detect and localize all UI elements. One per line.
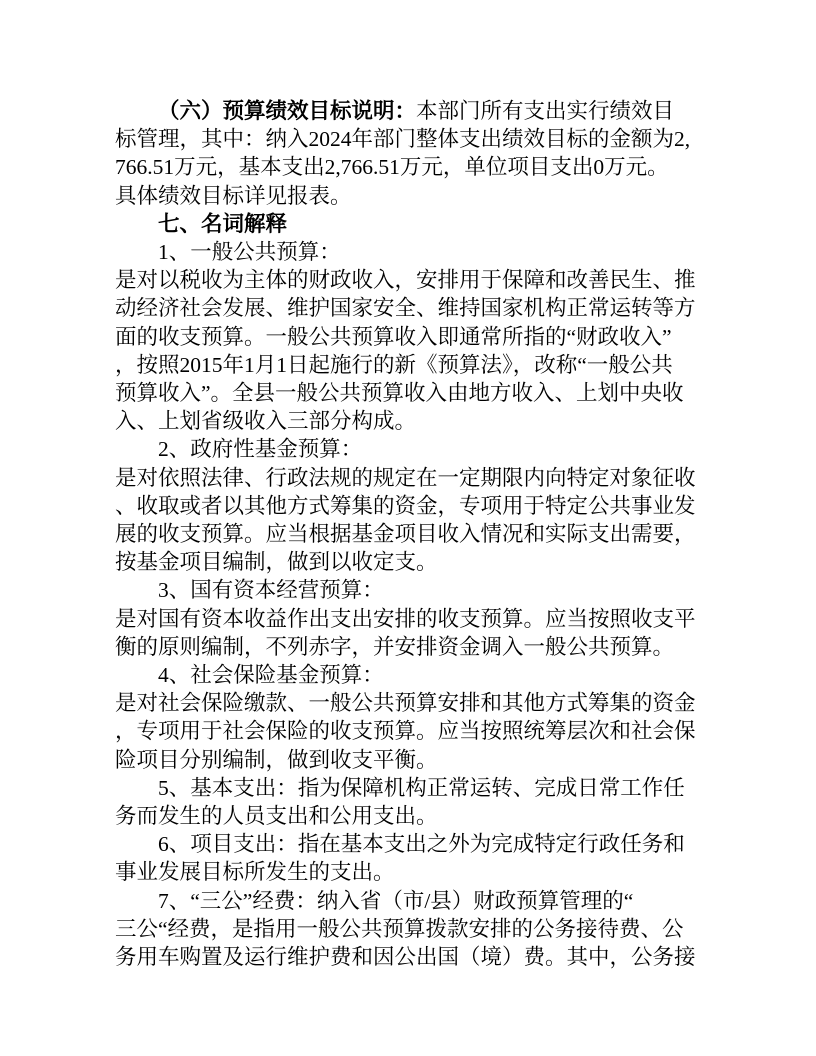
text-line bbox=[115, 294, 705, 322]
text-line bbox=[115, 351, 705, 379]
text-run: 展的收支预算。应当根据基金项目收入情况和实际支出需要， bbox=[115, 522, 696, 547]
text-run: 动经济社会发展、维护国家安全、维持国家机构正常运转等方 bbox=[115, 296, 696, 321]
text-run: 务用车购置及运行维护费和因公出国（境）费。其中，公务接 bbox=[115, 945, 696, 970]
text-line bbox=[115, 943, 705, 971]
text-run: 按基金项目编制，做到以收定支。 bbox=[115, 550, 438, 575]
text-run: 1、一般公共预算： bbox=[158, 240, 341, 265]
text-line bbox=[115, 379, 705, 407]
text-line bbox=[115, 858, 705, 886]
text-run: 4、社会保险基金预算： bbox=[158, 663, 384, 688]
text-line bbox=[115, 548, 705, 576]
text-run: 三公“经费，是指用一般公共预算拨款安排的公务接待费、公 bbox=[115, 916, 684, 941]
text-run: 本部门所有支出实行绩效目 bbox=[416, 99, 675, 123]
document-text-block bbox=[115, 97, 705, 971]
text-line bbox=[115, 830, 705, 858]
text-line bbox=[115, 915, 705, 943]
text-run: 7、“三公”经费：纳入省（市/县）财政预算管理的“ bbox=[158, 888, 634, 913]
text-run: 具体绩效目标详见报表。 bbox=[115, 183, 352, 208]
text-line bbox=[115, 576, 705, 604]
text-line bbox=[115, 605, 705, 633]
text-line bbox=[115, 182, 705, 210]
bold-text-run: （六）预算绩效目标说明： bbox=[158, 99, 417, 123]
text-run: 务而发生的人员支出和公用支出。 bbox=[115, 804, 438, 829]
text-run: 险项目分别编制，做到收支平衡。 bbox=[115, 747, 438, 772]
text-run: 是对社会保险缴款、一般公共预算安排和其他方式筹集的资金 bbox=[115, 691, 696, 716]
text-line bbox=[115, 210, 705, 238]
text-run: ，按照2015年1月1日起施行的新《预算法》，改称“一般公共 bbox=[115, 352, 673, 377]
text-line bbox=[115, 238, 705, 266]
text-run: 6、项目支出：指在基本支出之外为完成特定行政任务和 bbox=[158, 832, 685, 857]
text-line bbox=[115, 464, 705, 492]
text-line bbox=[115, 887, 705, 915]
text-run: 标管理，其中：纳入2024年部门整体支出绩效目标的金额为2, bbox=[115, 127, 691, 152]
text-line bbox=[115, 153, 705, 181]
text-line bbox=[115, 633, 705, 661]
text-line bbox=[115, 435, 705, 463]
text-line bbox=[115, 802, 705, 830]
text-run: 是对国有资本收益作出支出安排的收支预算。应当按照收支平 bbox=[115, 606, 696, 631]
text-line bbox=[115, 520, 705, 548]
text-run: ，专项用于社会保险的收支预算。应当按照统筹层次和社会保 bbox=[115, 719, 696, 744]
text-line bbox=[115, 717, 705, 745]
text-run: 预算收入”。全县一般公共预算收入由地方收入、上划中央收 bbox=[115, 381, 684, 406]
text-run: 事业发展目标所发生的支出。 bbox=[115, 860, 395, 885]
text-run: 766.51万元，基本支出2,766.51万元，单位项目支出0万元。 bbox=[115, 155, 669, 180]
text-line bbox=[115, 689, 705, 717]
text-run: 衡的原则编制，不列赤字，并安排资金调入一般公共预算。 bbox=[115, 634, 675, 659]
text-run: 面的收支预算。一般公共预算收入即通常所指的“财政收入” bbox=[115, 324, 672, 349]
text-run: 、收取或者以其他方式筹集的资金，专项用于特定公共事业发 bbox=[115, 493, 696, 518]
text-run: 入、上划省级收入三部分构成。 bbox=[115, 409, 417, 434]
text-line bbox=[115, 774, 705, 802]
text-line bbox=[115, 492, 705, 520]
bold-text-run: 七、名词解释 bbox=[158, 211, 288, 236]
text-line bbox=[115, 266, 705, 294]
text-run: 是对以税收为主体的财政收入，安排用于保障和改善民生、推 bbox=[115, 268, 696, 293]
text-run: 3、国有资本经营预算： bbox=[158, 578, 384, 603]
text-run: 是对依照法律、行政法规的规定在一定期限内向特定对象征收 bbox=[115, 465, 696, 490]
text-run: 5、基本支出：指为保障机构正常运转、完成日常工作任 bbox=[158, 775, 685, 800]
text-line bbox=[115, 323, 705, 351]
text-line bbox=[115, 661, 705, 689]
text-line bbox=[115, 746, 705, 774]
text-line bbox=[115, 125, 705, 153]
text-line bbox=[115, 97, 705, 125]
text-run: 2、政府性基金预算： bbox=[158, 437, 363, 462]
text-line bbox=[115, 407, 705, 435]
